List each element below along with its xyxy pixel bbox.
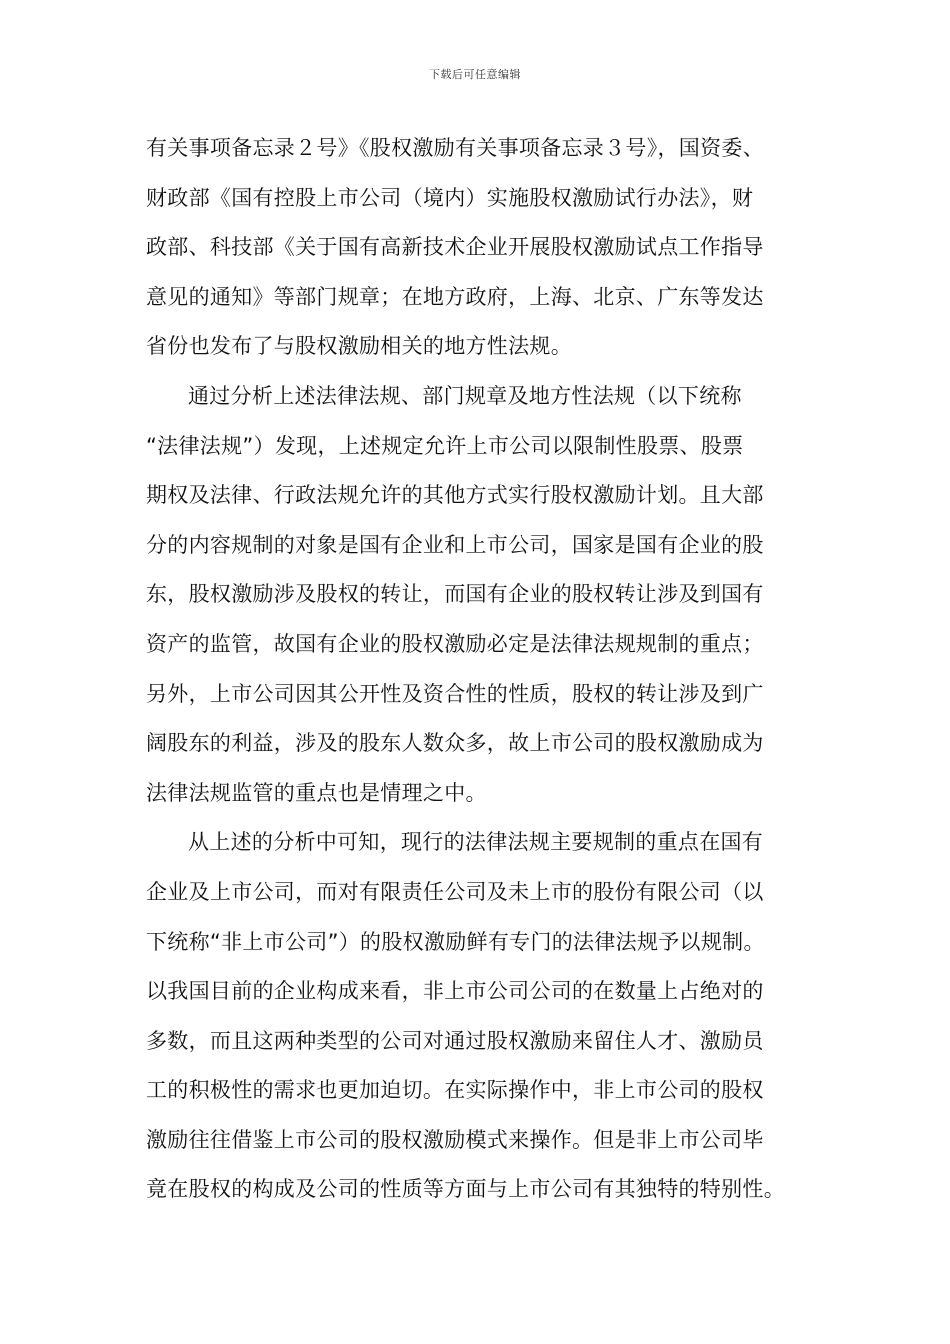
paragraph-2 [146, 372, 826, 818]
text-line: 东，股权激励涉及股权的转让，而国有企业的股权转让涉及到国有 [146, 582, 764, 607]
text-line: 通过分析上述法律法规、部门规章及地方性法规（以下统称 [188, 383, 742, 408]
paragraph-1 [146, 124, 826, 372]
text-line: 意见的通知》等部门规章；在地方政府，上海、北京、广东等发达 [146, 284, 764, 309]
text-line: 以我国目前的企业构成来看，非上市公司公司的在数量上占绝对的 [146, 979, 764, 1004]
text-line: 省份也发布了与股权激励相关的地方性法规。 [146, 334, 572, 359]
page-header: 下载后可任意编辑 [429, 68, 521, 81]
text-line: 竟在股权的构成及公司的性质等方面与上市公司有其独特的特别性。 [146, 1177, 785, 1202]
text-line: 多数，而且这两种类型的公司对通过股权激励来留住人才、激励员 [146, 1028, 764, 1053]
text-line: 财政部《国有控股上市公司（境内）实施股权激励试行办法》，财 [146, 185, 754, 210]
text-line: 阔股东的利益，涉及的股东人数众多，故上市公司的股权激励成为 [146, 731, 764, 756]
text-line: 工的积极性的需求也更加迫切。在实际操作中，非上市公司的股权 [146, 1078, 764, 1103]
text-line: 另外，上市公司因其公开性及资合性的性质，股权的转让涉及到广 [146, 681, 764, 706]
text-line: 政部、科技部《关于国有高新技术企业开展股权激励试点工作指导 [146, 235, 764, 260]
text-line: 企业及上市公司，而对有限责任公司及未上市的股份有限公司（以 [146, 879, 764, 904]
text-line: 期权及法律、行政法规允许的其他方式实行股权激励计划。且大部 [146, 483, 764, 508]
text-line: 激励往往借鉴上市公司的股权激励模式来操作。但是非上市公司毕 [146, 1127, 764, 1152]
text-line: 法律法规监管的重点也是情理之中。 [146, 780, 487, 805]
text-line: 资产的监管，故国有企业的股权激励必定是法律法规规制的重点； [146, 631, 764, 656]
text-line: 有关事项备忘录２号》《股权激励有关事项备忘录３号》，国资委、 [146, 136, 764, 160]
text-line: 下统称“非上市公司”）的股权激励鲜有专门的法律法规予以规制。 [146, 929, 765, 954]
text-line: “法律法规”）发现，上述规定允许上市公司以限制性股票、股票 [146, 433, 744, 458]
text-line: 分的内容规制的对象是国有企业和上市公司，国家是国有企业的股 [146, 532, 764, 557]
text-line: 从上述的分析中可知，现行的法律法规主要规制的重点在国有 [188, 830, 764, 855]
document-body [146, 124, 826, 1215]
paragraph-3 [146, 818, 826, 1215]
